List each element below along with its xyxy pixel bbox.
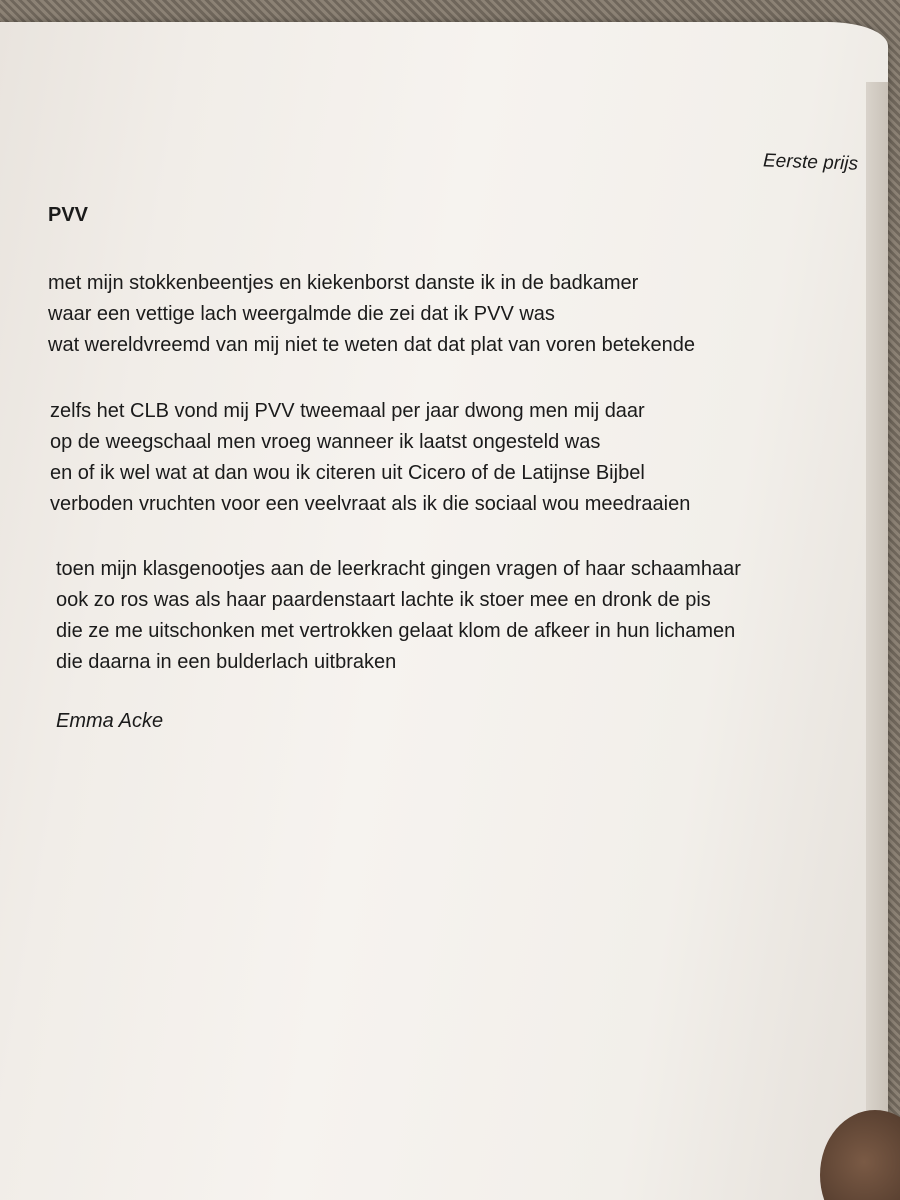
poem-line: die ze me uitschonken met vertrokken gelaat klom de afkeer in hun lichamen (56, 620, 736, 642)
stanza-1 (48, 268, 868, 361)
poem-author: Emma Acke (56, 710, 164, 732)
poem-line: op de weegschaal men vroeg wanneer ik laatst ongesteld was (50, 431, 601, 453)
poem-line: verboden vruchten voor een veelvraat als ik die sociaal wou meedraaien (50, 493, 691, 515)
poem-line: met mijn stokkenbeentjes en kiekenborst danste ik in de badkamer (48, 272, 639, 294)
poem-line: waar een vettige lach weergalmde die zei dat ik PVV was (48, 303, 555, 325)
prize-label: Eerste prijs (762, 150, 859, 175)
stanza-2 (50, 396, 870, 520)
poem-line: en of ik wel wat at dan wou ik citeren uit Cicero of de Latijnse Bijbel (50, 462, 645, 484)
poem-line: zelfs het CLB vond mij PVV tweemaal per jaar dwong men mij daar (50, 400, 645, 422)
poem-line: toen mijn klasgenootjes aan de leerkracht gingen vragen of haar schaamhaar (56, 558, 741, 580)
poem-line: die daarna in een bulderlach uitbraken (56, 651, 397, 673)
poem-title: PVV (48, 204, 89, 226)
stanza-3 (56, 554, 876, 678)
poem-line: wat wereldvreemd van mij niet te weten dat dat plat van voren betekende (48, 334, 696, 356)
book-page (0, 22, 888, 1200)
poem-line: ook zo ros was als haar paardenstaart lachte ik stoer mee en dronk de pis (56, 589, 711, 611)
